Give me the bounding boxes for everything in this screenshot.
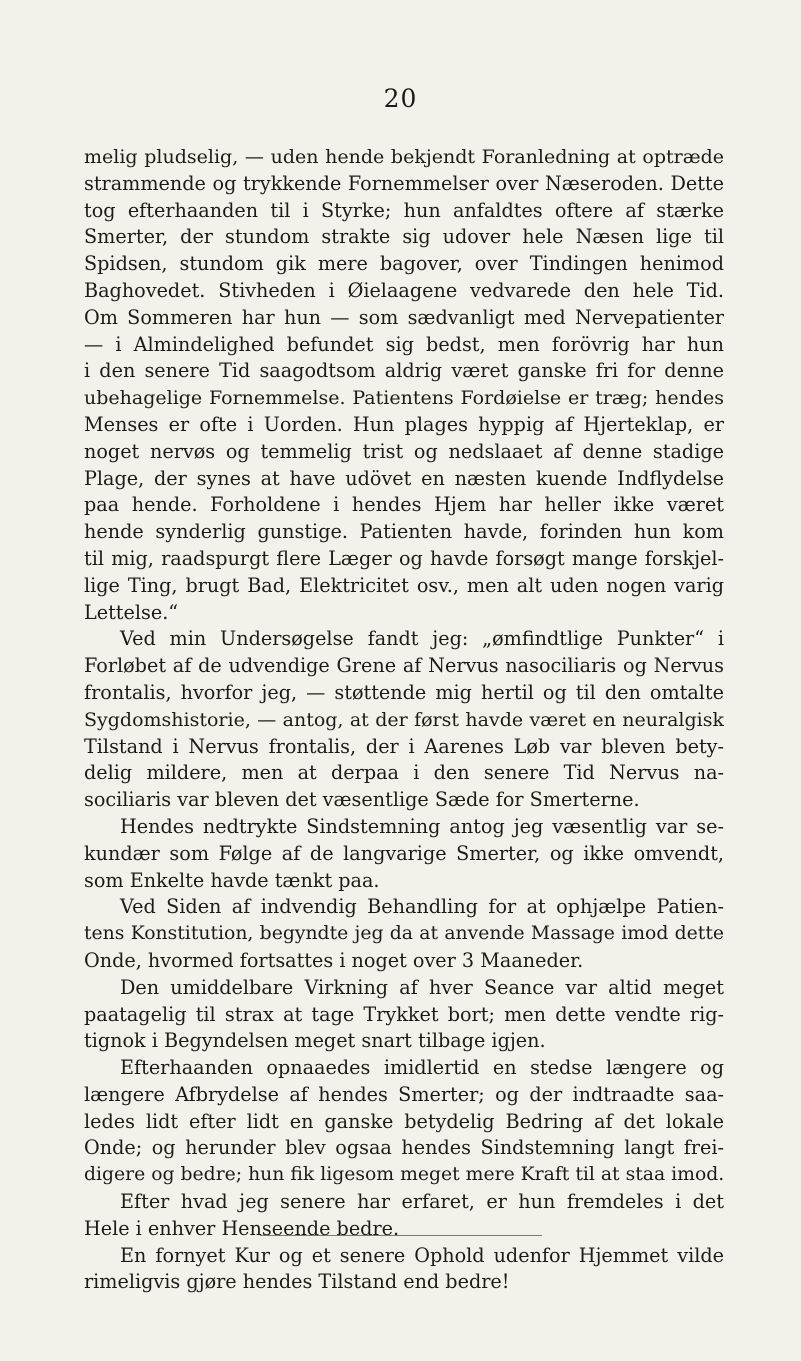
- text-line: Tilstand i Nervus frontalis, der i Aarenes Løb var bleven bety-: [84, 734, 724, 758]
- text-line: Spidsen, stundom gik mere bagover, over Tindingen henimod: [84, 252, 724, 276]
- text-line: Smerter, der stundom strakte sig udover hele Næsen lige til: [84, 225, 724, 249]
- text-line: Onde; og herunder blev ogsaa hendes Sindstemning langt frei-: [84, 1136, 724, 1160]
- page-number: 20: [383, 84, 418, 113]
- text-line: længere Afbrydelse af hendes Smerter; og der indtraadte saa-: [84, 1082, 724, 1106]
- text-line: delig mildere, men at derpaa i den senere Tid Nervus na-: [84, 761, 724, 785]
- text-line: ledes lidt efter lidt en ganske betydelig Bedring af det lokale: [84, 1109, 724, 1133]
- text-line: frontalis, hvorfor jeg, — støttende mig hertil og til den omtalte: [84, 680, 724, 704]
- text-line: Efterhaanden opnaaedes imidlertid en stedse længere og: [120, 1056, 724, 1080]
- text-line: hende synderlig gunstige. Patienten havde, forinden hun kom: [84, 520, 724, 544]
- text-line: Forløbet af de udvendige Grene af Nervus nasociliaris og Nervus: [84, 654, 724, 678]
- text-line: Om Sommeren har hun — som sædvanligt med Nervepatienter: [84, 305, 724, 329]
- text-line: Onde, hvormed fortsattes i noget over 3 Maaneder.: [84, 948, 584, 972]
- text-line: Sygdomshistorie, — antog, at der først havde været en neuralgisk: [84, 708, 724, 731]
- body-text: [84, 144, 724, 1296]
- text-line: som Enkelte havde tænkt paa.: [84, 868, 380, 892]
- text-line: melig pludselig, — uden hende bekjendt Foranledning at optræde: [84, 146, 724, 168]
- text-line: Efter hvad jeg senere har erfaret, er hun fremdeles i det: [120, 1190, 724, 1214]
- text-line: noget nervøs og temmelig trist og nedslaaet af denne stadige: [84, 439, 724, 463]
- text-line: paa hende. Forholdene i hendes Hjem har heller ikke været: [84, 493, 724, 517]
- text-line: Den umiddelbare Virkning af hver Seance var altid meget: [120, 975, 724, 999]
- text-line: Plage, der synes at have udövet en næsten kuende Indflydelse: [84, 466, 724, 490]
- text-line: rimeligvis gjøre hendes Tilstand end bedre!: [84, 1270, 510, 1294]
- text-line: Baghovedet. Stivheden i Øielaagene vedvarede den hele Tid.: [84, 278, 724, 302]
- text-line: digere og bedre; hun fik ligesom meget mere Kraft til at staa imod.: [84, 1164, 724, 1186]
- text-line: Menses er ofte i Uorden. Hun plages hyppig af Hjerteklap, er: [84, 412, 724, 436]
- text-line: kundær som Følge af de langvarige Smerter, og ikke omvendt,: [84, 841, 724, 865]
- text-line: Lettelse.“: [84, 600, 179, 624]
- text-line: — i Almindelighed befundet sig bedst, men forövrig har hun: [84, 332, 724, 356]
- text-line: Ved Siden af indvendig Behandling for at ophjælpe Patien-: [120, 895, 724, 919]
- text-line: i den senere Tid saagodtsom aldrig været ganske fri for denne: [84, 359, 724, 383]
- text-line: tignok i Begyndelsen meget snart tilbage igjen.: [84, 1029, 546, 1053]
- text-line: Hele i enhver Henseende bedre.: [84, 1216, 400, 1240]
- text-line: tens Konstitution, begyndte jeg da at anvende Massage imod dette: [84, 923, 724, 945]
- text-line: strammende og trykkende Fornemmelser over Næseroden. Dette: [84, 171, 724, 195]
- text-line: ubehagelige Fornemmelse. Patientens Fordøielse er træg; hendes: [84, 387, 724, 410]
- text-line: En fornyet Kur og et senere Ophold udenfor Hjemmet vilde: [120, 1243, 724, 1267]
- text-line: tog efterhaanden til i Styrke; hun anfaldtes oftere af stærke: [84, 198, 724, 222]
- text-line: paatagelig til strax at tage Trykket bort; men dette vendte rig-: [84, 1002, 724, 1026]
- text-line: til mig, raadspurgt flere Læger og havde forsøgt mange forskjel-: [84, 546, 724, 570]
- text-line: lige Ting, brugt Bad, Elektricitet osv., men alt uden nogen varig: [84, 573, 724, 597]
- text-line: Hendes nedtrykte Sindstemning antog jeg væsentlig var se-: [120, 814, 724, 838]
- text-line: sociliaris var bleven det væsentlige Sæde for Smerterne.: [84, 788, 640, 812]
- text-line: Ved min Undersøgelse fandt jeg: „ømfindtlige Punkter“ i: [120, 627, 724, 651]
- footer-rule: [260, 1235, 542, 1236]
